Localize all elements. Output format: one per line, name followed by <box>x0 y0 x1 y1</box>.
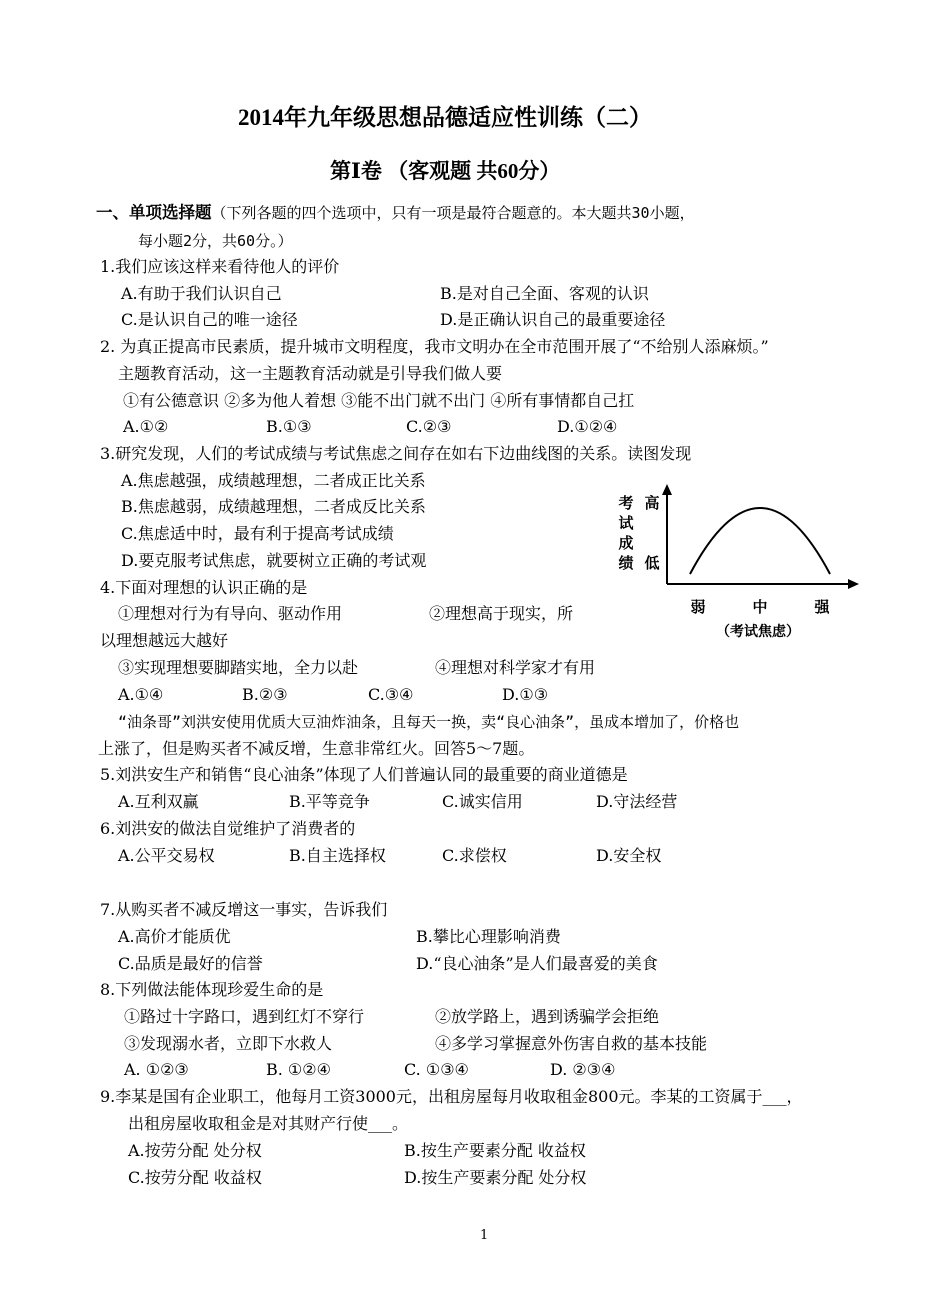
question-5-option-b: B.平等竞争 <box>289 792 370 811</box>
question-8-option-b: B. ①②④ <box>266 1060 331 1079</box>
question-3-option-b: B.焦虑越弱，成绩越理想，二者成反比关系 <box>121 497 426 516</box>
question-6-option-b: B.自主选择权 <box>289 846 386 865</box>
question-9-option-c: C.按劳分配 收益权 <box>128 1168 262 1187</box>
question-8-stem: 8.下列做法能体现珍爱生命的是 <box>100 980 324 999</box>
y-axis-label-char: 绩 <box>618 554 634 572</box>
question-4-item-2: ②理想高于现实，所 <box>429 604 574 623</box>
question-8-item-2: ②放学路上，遇到诱骗学会拒绝 <box>435 1007 660 1026</box>
passage-line-1: “油条哥”刘洪安使用优质大豆油炸油条，且每天一换，卖“良心油条”，虽成本增加了，价格也 <box>118 713 740 731</box>
question-1-option-c: C.是认识自己的唯一途径 <box>121 310 298 329</box>
question-4-item-4: ④理想对科学家才有用 <box>435 658 596 677</box>
section-header <box>96 203 695 223</box>
anxiety-performance-chart <box>598 482 868 642</box>
paper-subtitle: 第Ⅰ卷 （客观题 共60分） <box>330 159 561 183</box>
question-7-stem: 7.从购买者不减反增这一事实，告诉我们 <box>100 900 388 919</box>
question-4-option-a: A.①④ <box>118 685 164 704</box>
question-3-option-d: D.要克服考试焦虑，就要树立正确的考试观 <box>121 551 427 570</box>
question-9-option-b: B.按生产要素分配 收益权 <box>404 1141 586 1160</box>
question-9-stem: 9.李某是国有企业职工，他每月工资3000元，出租房屋每月收取租金800元。李某的工资属于___， <box>100 1087 803 1106</box>
question-2-stem: 2. 为真正提高市民素质，提升城市文明程度，我市文明办在全市范围开展了“不给别人添麻烦。” <box>100 337 769 356</box>
question-4-item-3: ③实现理想要脚踏实地，全力以赴 <box>118 658 359 677</box>
question-7-option-a: A.高价才能质优 <box>118 927 231 946</box>
question-8-item-4: ④多学习掌握意外伤害自救的基本技能 <box>435 1034 708 1053</box>
question-7-option-c: C.品质是最好的信誉 <box>118 954 263 973</box>
question-2-stem-cont: 主题教育活动，这一主题教育活动就是引导我们做人要 <box>118 364 503 383</box>
question-6-option-d: D.安全权 <box>596 846 662 865</box>
question-6-option-c: C.求偿权 <box>442 846 507 865</box>
question-4-item-1: ①理想对行为有导向、驱动作用 <box>118 604 343 623</box>
section-heading: 一、单项选择题 <box>96 203 212 222</box>
question-2-option-c: C.②③ <box>406 417 452 436</box>
question-8-item-1: ①路过十字路口，遇到红灯不穿行 <box>124 1007 365 1026</box>
x-axis-arrow <box>848 579 859 589</box>
question-4-option-d: D.①③ <box>502 685 549 704</box>
y-axis-label-char: 成 <box>618 534 634 552</box>
question-1-stem: 1.我们应该这样来看待他人的评价 <box>100 257 340 276</box>
section-instruction: （下列各题的四个选项中，只有一项是最符合题意的。本大题共30小题， <box>211 204 695 222</box>
question-5-option-a: A.互利双赢 <box>118 792 199 811</box>
passage-line-2: 上涨了，但是购买者不减反增，生意非常红火。回答5～7题。 <box>98 739 535 758</box>
y-axis-label-char: 试 <box>618 514 634 532</box>
question-4-option-c: C.③④ <box>368 685 414 704</box>
question-9-option-d: D.按生产要素分配 处分权 <box>404 1168 587 1187</box>
question-9-stem-cont: 出租房屋收取租金是对其财产行使___。 <box>128 1114 409 1133</box>
y-axis-label-char: 考 <box>618 494 634 512</box>
x-tick-strong: 强 <box>814 598 830 616</box>
question-8-option-c: C. ①③④ <box>404 1060 469 1079</box>
question-6-option-a: A.公平交易权 <box>118 846 215 865</box>
question-4-item-2-cont: 以理想越远大越好 <box>100 631 229 650</box>
x-tick-medium: 中 <box>752 598 768 616</box>
question-5-stem: 5.刘洪安生产和销售“良心油条”体现了人们普遍认同的最重要的商业道德是 <box>100 765 628 784</box>
question-3-option-a: A.焦虑越强，成绩越理想，二者成正比关系 <box>121 471 426 490</box>
y-tick-low: 低 <box>644 554 660 572</box>
y-tick-high: 高 <box>644 494 660 512</box>
question-5-option-d: D.守法经营 <box>596 792 678 811</box>
x-tick-weak: 弱 <box>690 598 706 616</box>
question-2-option-d: D.①②④ <box>557 417 618 436</box>
question-3-stem: 3.研究发现，人们的考试成绩与考试焦虑之间存在如右下边曲线图的关系。读图发现 <box>100 444 692 463</box>
question-4-option-b: B.②③ <box>242 685 288 704</box>
anxiety-curve <box>690 508 830 574</box>
page-title: 2014年九年级思想品德适应性训练（二） <box>238 105 652 130</box>
question-4-stem: 4.下面对理想的认识正确的是 <box>100 578 308 597</box>
page-number: 1 <box>480 1228 489 1243</box>
question-2-option-b: B.①③ <box>266 417 312 436</box>
question-3-option-c: C.焦虑适中时，最有利于提高考试成绩 <box>121 524 394 543</box>
question-1-option-d: D.是正确认识自己的最重要途径 <box>440 310 666 329</box>
question-9-option-a: A.按劳分配 处分权 <box>128 1141 262 1160</box>
section-instruction-cont: 每小题2分，共60分。） <box>138 232 293 250</box>
question-8-option-a: A. ①②③ <box>124 1060 189 1079</box>
question-8-option-d: D. ②③④ <box>550 1060 616 1079</box>
question-6-stem: 6.刘洪安的做法自觉维护了消费者的 <box>100 819 356 838</box>
y-axis-arrow <box>662 484 672 495</box>
question-8-item-3: ③发现溺水者，立即下水救人 <box>124 1034 333 1053</box>
question-7-option-b: B.攀比心理影响消费 <box>416 927 561 946</box>
question-2-items: ①有公德意识 ②多为他人着想 ③能不出门就不出门 ④所有事情都自己扛 <box>123 391 635 410</box>
question-5-option-c: C.诚实信用 <box>442 792 523 811</box>
question-7-option-d: D.“良心油条”是人们最喜爱的美食 <box>416 954 658 973</box>
question-1-option-a: A.有助于我们认识自己 <box>121 284 282 303</box>
x-axis-label: （考试焦虑） <box>716 624 800 640</box>
question-2-option-a: A.①② <box>123 417 169 436</box>
question-1-option-b: B.是对自己全面、客观的认识 <box>440 284 649 303</box>
